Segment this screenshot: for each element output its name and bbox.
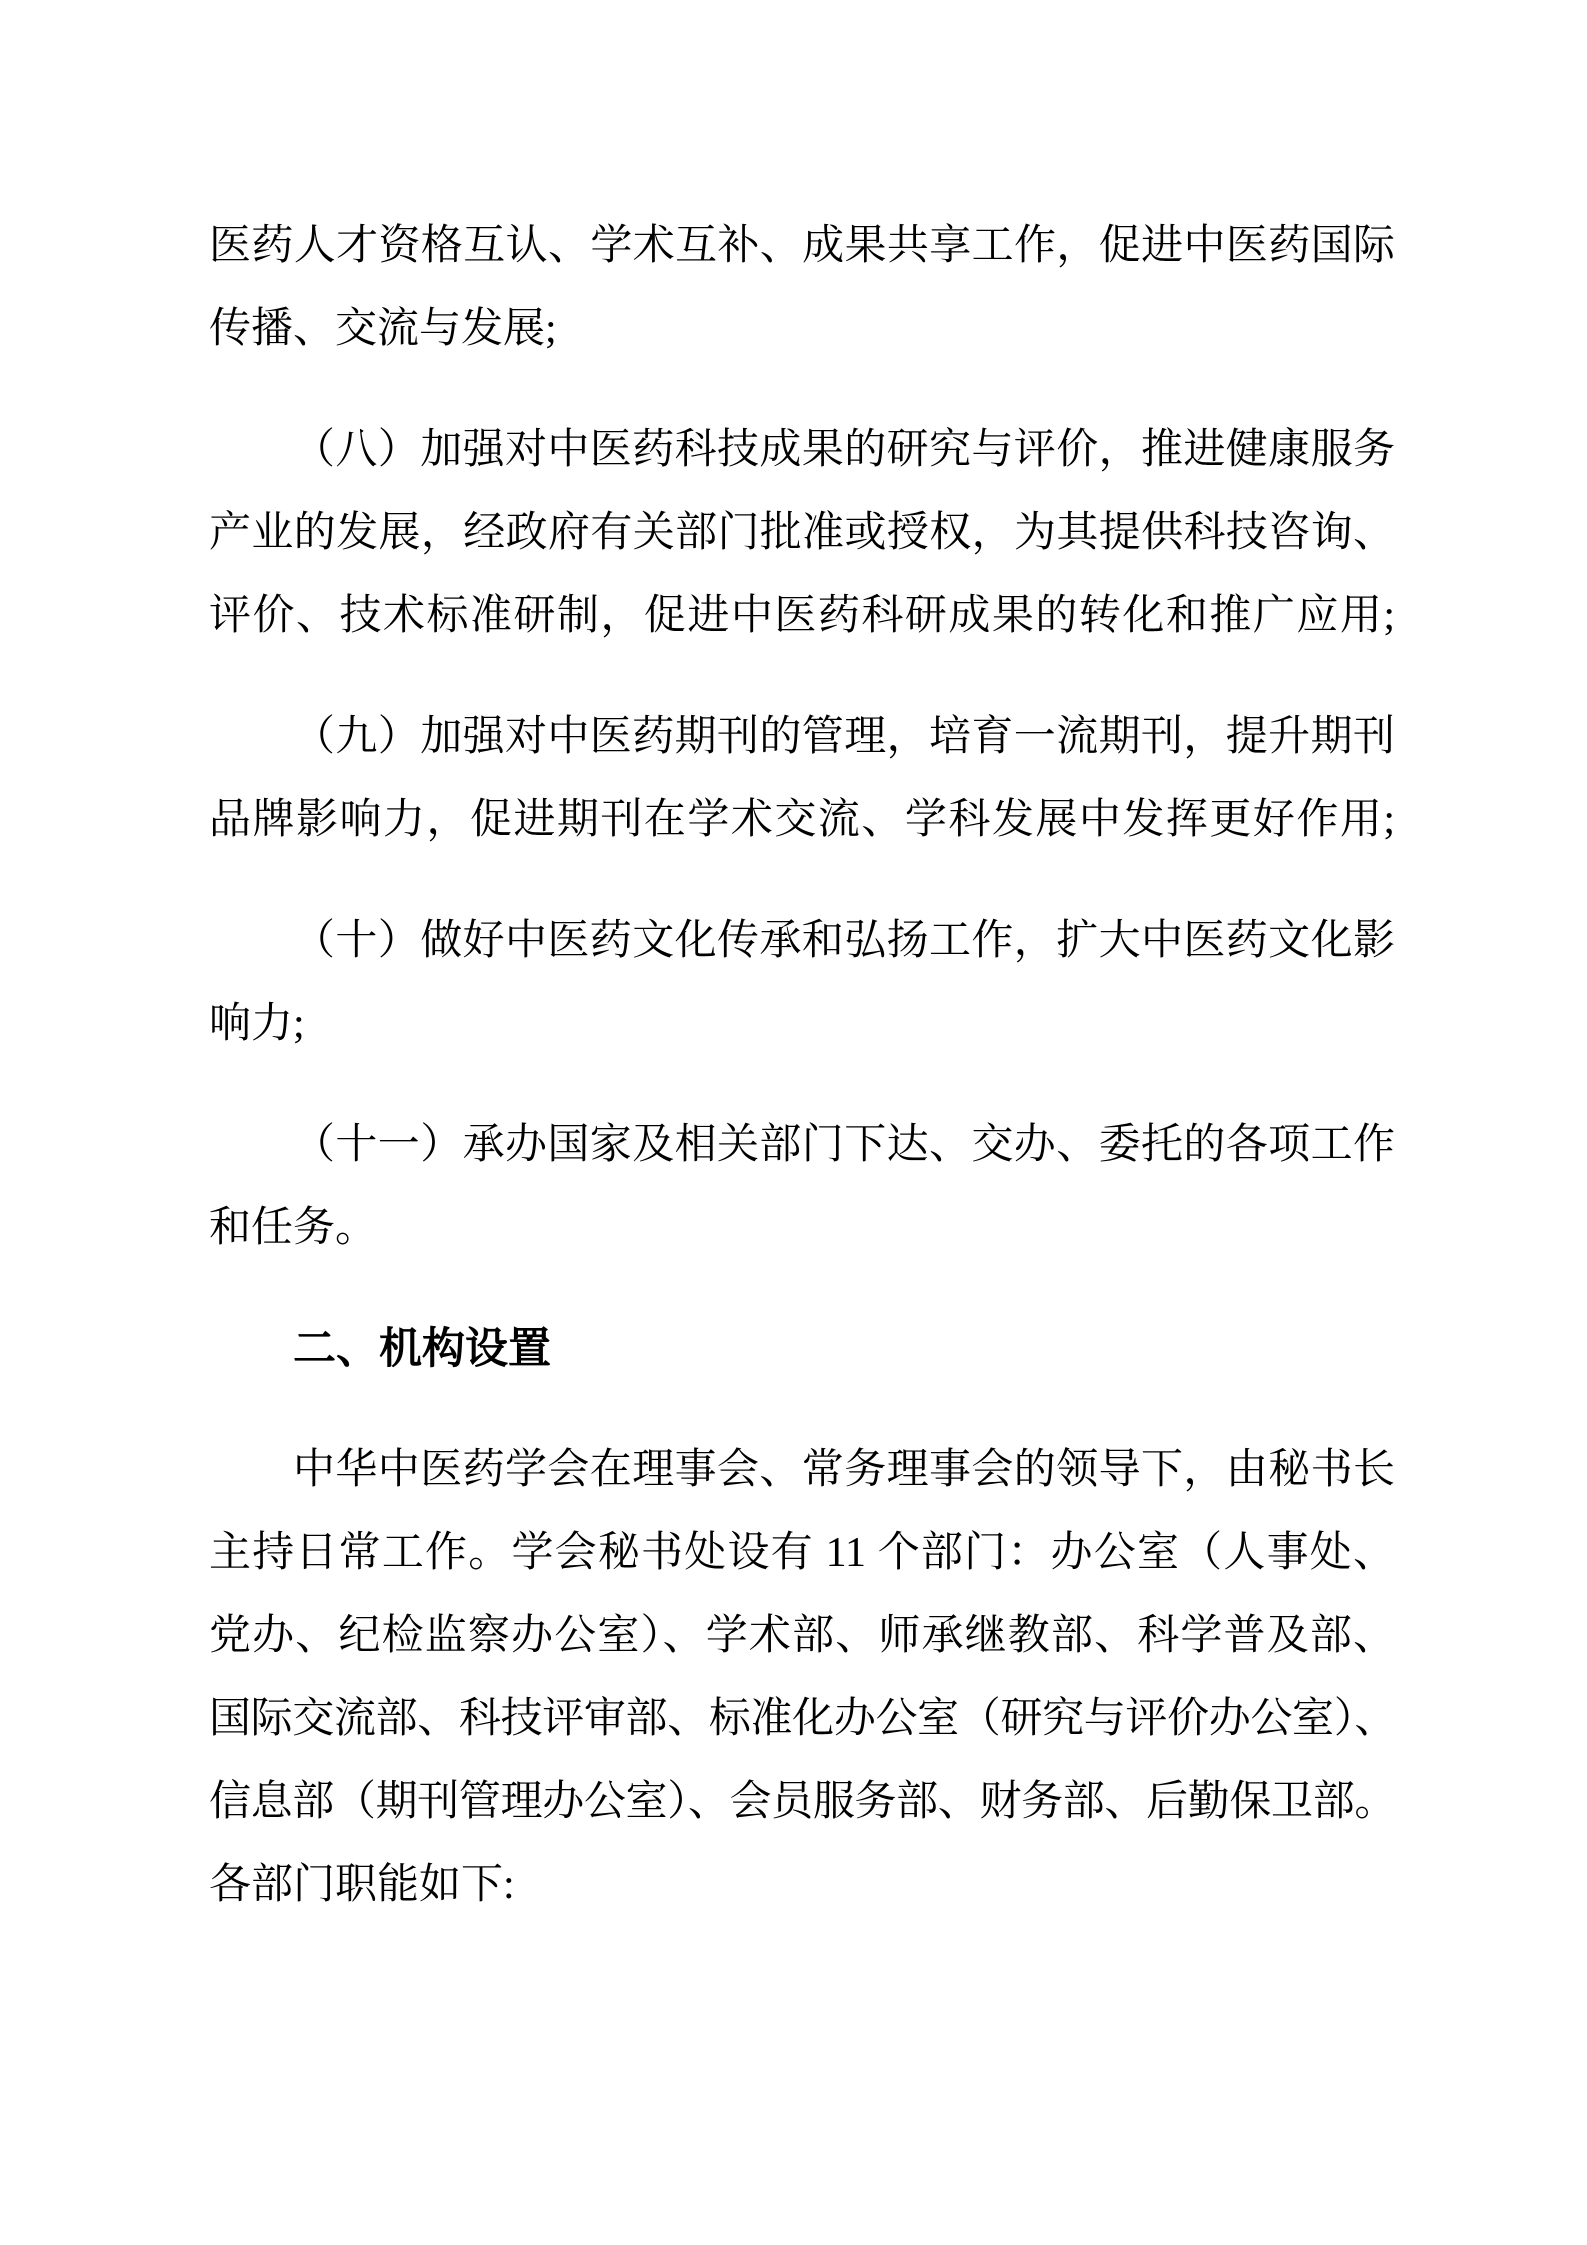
paragraph-secretariat-departments <box>209 1429 1395 1927</box>
text-line: 中华中医药学会在理事会、常务理事会的领导下，由秘书长 <box>293 1447 1395 1493</box>
text-line: 各部门职能如下: <box>209 1862 515 1908</box>
paragraph-item-9 <box>209 696 1395 862</box>
text-line: 产业的发展，经政府有关部门批准或授权，为其提供科技咨询、 <box>209 510 1395 556</box>
text-line: 和任务。 <box>209 1205 378 1251</box>
text-line: 响力; <box>209 1001 305 1047</box>
text-line: 党办、纪检监察办公室）、学术部、师承继教部、科学普及部、 <box>209 1613 1395 1659</box>
text-line: 评价、技术标准研制，促进中医药科研成果的转化和推广应用; <box>209 593 1395 639</box>
heading-text: 二、机构设置 <box>293 1325 551 1373</box>
paragraph-item-8 <box>209 409 1395 658</box>
text-line: （八）加强对中医药科技成果的研究与评价，推进健康服务 <box>293 427 1395 473</box>
text-line: （九）加强对中医药期刊的管理，培育一流期刊，提升期刊 <box>293 714 1395 760</box>
section-heading <box>209 1308 1395 1391</box>
text-line: 品牌影响力，促进期刊在学术交流、学科发展中发挥更好作用; <box>209 797 1395 843</box>
text-line: 国际交流部、科技评审部、标准化办公室（研究与评价办公室）、 <box>209 1696 1395 1742</box>
paragraph-continuation-international-exchange <box>209 205 1395 371</box>
text-line: （十一）承办国家及相关部门下达、交办、委托的各项工作 <box>293 1122 1395 1168</box>
paragraph-item-11 <box>209 1104 1395 1270</box>
paragraph-item-10 <box>209 900 1395 1066</box>
text-line: 信息部（期刊管理办公室）、会员服务部、财务部、后勤保卫部。 <box>209 1779 1395 1825</box>
text-line: 传播、交流与发展; <box>209 306 557 352</box>
text-line: （十）做好中医药文化传承和弘扬工作，扩大中医药文化影 <box>293 918 1395 964</box>
text-line: 医药人才资格互认、学术互补、成果共享工作，促进中医药国际 <box>209 223 1395 269</box>
text-line: 主持日常工作。学会秘书处设有 11 个部门：办公室（人事处、 <box>209 1530 1395 1576</box>
